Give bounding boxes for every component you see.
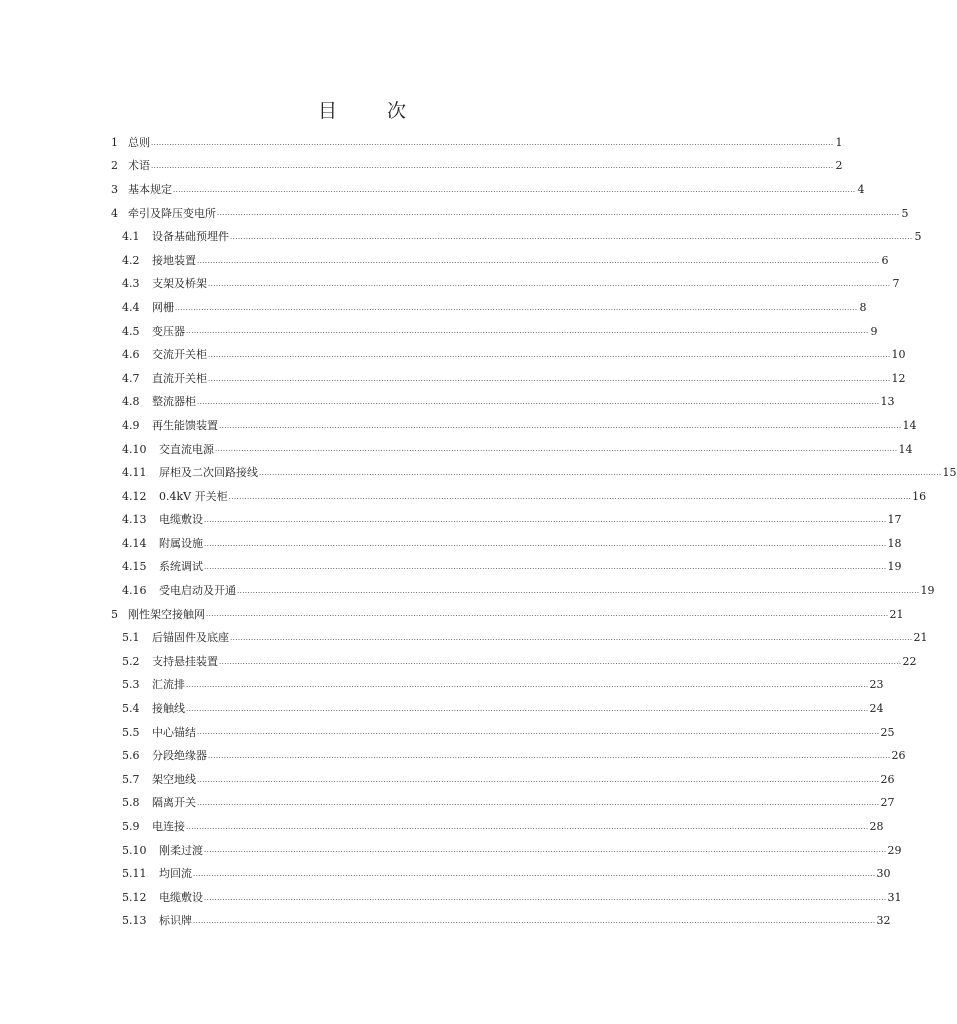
toc-entry-page: 6 bbox=[881, 253, 889, 267]
toc-entry-number: 5.7 bbox=[122, 772, 140, 786]
toc-entry-number: 4.4 bbox=[122, 300, 140, 314]
toc-entry-number: 5.13 bbox=[122, 914, 147, 928]
toc-entry-label: 术语 bbox=[128, 159, 150, 173]
toc-entry-label: 汇流排 bbox=[152, 678, 185, 692]
toc-entry-label: 基本规定 bbox=[128, 182, 172, 196]
toc-leader-dots: .................................................................................................................................................................................................................................................................... bbox=[204, 516, 887, 525]
toc-entry-label: 设备基础预埋件 bbox=[152, 230, 229, 244]
toc-entry[interactable] bbox=[111, 296, 867, 320]
toc-leader-dots: .................................................................................................................................................................................................................................................................... bbox=[259, 468, 942, 477]
toc-entry-label: 再生能馈装置 bbox=[152, 418, 218, 432]
toc-entry-page: 21 bbox=[913, 631, 928, 645]
toc-entry[interactable] bbox=[111, 343, 906, 367]
toc-entry-page: 2 bbox=[835, 159, 843, 173]
toc-leader-dots: .................................................................................................................................................................................................................................................................... bbox=[204, 893, 887, 902]
toc-entry-page: 21 bbox=[889, 607, 904, 621]
toc-entry-number: 5.1 bbox=[122, 631, 140, 645]
toc-entry-page: 10 bbox=[891, 348, 906, 362]
toc-entry-page: 28 bbox=[869, 820, 884, 834]
toc-entry[interactable] bbox=[111, 768, 895, 792]
toc-entry-label: 隔离开关 bbox=[152, 796, 196, 810]
toc-entry-page: 24 bbox=[869, 702, 884, 716]
toc-leader-dots: .................................................................................................................................................................................................................................................................... bbox=[206, 610, 889, 619]
toc-entry-label: 电缆敷设 bbox=[159, 890, 203, 904]
toc-entry-page: 29 bbox=[887, 843, 902, 857]
toc-entry-page: 13 bbox=[880, 395, 895, 409]
toc-entry[interactable] bbox=[111, 202, 909, 226]
toc-entry-number: 4.2 bbox=[122, 253, 140, 267]
toc-entry-number: 5.11 bbox=[122, 867, 147, 881]
toc-entry[interactable] bbox=[111, 886, 902, 910]
toc-entry-label: 后锚固件及底座 bbox=[152, 631, 229, 645]
toc-entry[interactable] bbox=[111, 815, 884, 839]
toc-leader-dots: .................................................................................................................................................................................................................................................................... bbox=[219, 421, 902, 430]
toc-entry-page: 5 bbox=[901, 206, 909, 220]
toc-leader-dots: .................................................................................................................................................................................................................................................................... bbox=[197, 728, 880, 737]
toc-entry[interactable] bbox=[111, 485, 927, 509]
toc-entry-label: 支架及桥架 bbox=[152, 277, 207, 291]
toc-entry-page: 26 bbox=[891, 749, 906, 763]
toc-entry[interactable] bbox=[111, 650, 917, 674]
toc-entry-page: 23 bbox=[869, 678, 884, 692]
toc-entry[interactable] bbox=[111, 155, 843, 179]
toc-entry-page: 7 bbox=[892, 277, 900, 291]
toc-entry-page: 14 bbox=[902, 418, 917, 432]
toc-entry[interactable] bbox=[111, 579, 935, 603]
toc-entry-page: 32 bbox=[876, 914, 891, 928]
toc-entry-number: 5.10 bbox=[122, 843, 147, 857]
toc-entry-label: 电缆敷设 bbox=[159, 513, 203, 527]
toc-entry-label: 受电启动及开通 bbox=[159, 584, 236, 598]
toc-entry-label: 支持悬挂装置 bbox=[152, 654, 218, 668]
toc-entry-number: 4.6 bbox=[122, 348, 140, 362]
toc-entry-label: 刚柔过渡 bbox=[159, 843, 203, 857]
toc-leader-dots: .................................................................................................................................................................................................................................................................... bbox=[186, 327, 869, 336]
toc-entry[interactable] bbox=[111, 792, 895, 816]
toc-entry-page: 17 bbox=[887, 513, 902, 527]
toc-entry-number: 5.4 bbox=[122, 702, 140, 716]
toc-entry-label: 电连接 bbox=[152, 820, 185, 834]
toc-entry-label: 刚性架空接触网 bbox=[128, 607, 205, 621]
toc-entry-page: 19 bbox=[920, 584, 935, 598]
toc-entry-page: 16 bbox=[912, 489, 927, 503]
toc-entry-label: 接地装置 bbox=[152, 253, 196, 267]
toc-entry[interactable] bbox=[111, 910, 891, 934]
toc-leader-dots: .................................................................................................................................................................................................................................................................... bbox=[173, 185, 856, 194]
toc-entry-label: 网栅 bbox=[152, 300, 174, 314]
toc-leader-dots: .................................................................................................................................................................................................................................................................... bbox=[208, 374, 891, 383]
toc-entry-number: 4.11 bbox=[122, 466, 147, 480]
toc-entry-page: 9 bbox=[870, 324, 878, 338]
toc-entry-label: 变压器 bbox=[152, 324, 185, 338]
toc-entry-page: 14 bbox=[898, 442, 913, 456]
toc-entry[interactable] bbox=[111, 603, 904, 627]
toc-entry[interactable] bbox=[111, 249, 889, 273]
toc-entry-label: 中心锚结 bbox=[152, 725, 196, 739]
toc-entry-label: 总则 bbox=[128, 135, 150, 149]
toc-entry-page: 27 bbox=[880, 796, 895, 810]
toc-leader-dots: .................................................................................................................................................................................................................................................................... bbox=[204, 539, 887, 548]
toc-leader-dots: .................................................................................................................................................................................................................................................................... bbox=[175, 303, 858, 312]
toc-entry-number: 5 bbox=[111, 607, 118, 621]
toc-entry[interactable] bbox=[111, 391, 895, 415]
toc-entry-number: 4.13 bbox=[122, 513, 147, 527]
toc-leader-dots: .................................................................................................................................................................................................................................................................... bbox=[228, 492, 912, 501]
toc-leader-dots: .................................................................................................................................................................................................................................................................... bbox=[204, 846, 887, 855]
toc-entry-number: 4.8 bbox=[122, 395, 140, 409]
toc-leader-dots: .................................................................................................................................................................................................................................................................... bbox=[230, 232, 913, 241]
toc-entry-label: 0.4kV 开关柜 bbox=[159, 489, 228, 503]
toc-leader-dots: .................................................................................................................................................................................................................................................................... bbox=[151, 162, 834, 171]
toc-entry-label: 交直流电源 bbox=[159, 442, 214, 456]
toc-entry[interactable] bbox=[111, 744, 906, 768]
toc-entry-page: 15 bbox=[942, 466, 957, 480]
toc-entry-number: 4.14 bbox=[122, 536, 147, 550]
toc-entry-label: 附属设施 bbox=[159, 536, 203, 550]
toc-entry[interactable] bbox=[111, 414, 917, 438]
toc-entry[interactable] bbox=[111, 178, 865, 202]
toc-entry-page: 5 bbox=[914, 230, 922, 244]
toc-entry[interactable] bbox=[111, 626, 928, 650]
toc-entry-number: 5.5 bbox=[122, 725, 140, 739]
toc-entry[interactable] bbox=[111, 131, 843, 155]
toc-entry-label: 直流开关柜 bbox=[152, 371, 207, 385]
toc-entry[interactable] bbox=[111, 556, 902, 580]
toc-entry-number: 5.8 bbox=[122, 796, 140, 810]
toc-entry-label: 接触线 bbox=[152, 702, 185, 716]
toc-leader-dots: .................................................................................................................................................................................................................................................................... bbox=[197, 256, 880, 265]
toc-leader-dots: .................................................................................................................................................................................................................................................................... bbox=[217, 209, 900, 218]
toc-entry-page: 8 bbox=[859, 300, 867, 314]
toc-entry-label: 标识牌 bbox=[159, 914, 192, 928]
toc-entry[interactable] bbox=[111, 225, 922, 249]
toc-entry-number: 5.12 bbox=[122, 890, 147, 904]
toc-entry-page: 22 bbox=[902, 654, 917, 668]
toc-entry[interactable] bbox=[111, 438, 913, 462]
toc-entry-page: 18 bbox=[887, 536, 902, 550]
toc-entry-number: 4.7 bbox=[122, 371, 140, 385]
toc-leader-dots: .................................................................................................................................................................................................................................................................... bbox=[151, 138, 834, 147]
toc-leader-dots: .................................................................................................................................................................................................................................................................... bbox=[197, 799, 880, 808]
toc-leader-dots: .................................................................................................................................................................................................................................................................... bbox=[215, 445, 898, 454]
toc-leader-dots: .................................................................................................................................................................................................................................................................... bbox=[230, 634, 913, 643]
toc-leader-dots: .................................................................................................................................................................................................................................................................... bbox=[197, 398, 880, 407]
toc-leader-dots: .................................................................................................................................................................................................................................................................... bbox=[197, 775, 880, 784]
toc-entry-number: 5.3 bbox=[122, 678, 140, 692]
page-title: 目 次 bbox=[317, 100, 429, 122]
toc-entry-page: 31 bbox=[887, 890, 902, 904]
toc-leader-dots: .................................................................................................................................................................................................................................................................... bbox=[219, 657, 902, 666]
toc-entry-number: 2 bbox=[111, 159, 118, 173]
toc-entry-label: 系统调试 bbox=[159, 560, 203, 574]
toc-entry-number: 5.6 bbox=[122, 749, 140, 763]
toc-entry-number: 3 bbox=[111, 182, 118, 196]
toc-leader-dots: .................................................................................................................................................................................................................................................................... bbox=[186, 681, 869, 690]
toc-entry-page: 1 bbox=[835, 135, 843, 149]
toc-leader-dots: .................................................................................................................................................................................................................................................................... bbox=[208, 280, 891, 289]
toc-entry-page: 25 bbox=[880, 725, 895, 739]
toc-entry[interactable] bbox=[111, 839, 902, 863]
toc-entry[interactable] bbox=[111, 674, 884, 698]
toc-entry-number: 4.16 bbox=[122, 584, 147, 598]
toc-leader-dots: .................................................................................................................................................................................................................................................................... bbox=[208, 350, 891, 359]
toc-entry-page: 4 bbox=[857, 182, 865, 196]
toc-entry-number: 4 bbox=[111, 206, 118, 220]
toc-entry-page: 30 bbox=[876, 867, 891, 881]
toc-entry[interactable] bbox=[111, 509, 902, 533]
toc-entry-label: 牵引及降压变电所 bbox=[128, 206, 216, 220]
toc-entry-number: 4.1 bbox=[122, 230, 140, 244]
toc-entry-page: 19 bbox=[887, 560, 902, 574]
toc-entry-page: 26 bbox=[880, 772, 895, 786]
toc-entry[interactable] bbox=[111, 697, 884, 721]
toc-entry[interactable] bbox=[111, 320, 878, 344]
toc-entry-number: 5.2 bbox=[122, 654, 140, 668]
toc-leader-dots: .................................................................................................................................................................................................................................................................... bbox=[208, 752, 891, 761]
toc-entry[interactable] bbox=[111, 273, 900, 297]
table-of-contents bbox=[111, 131, 957, 933]
toc-leader-dots: .................................................................................................................................................................................................................................................................... bbox=[186, 822, 869, 831]
toc-entry-label: 均回流 bbox=[159, 867, 192, 881]
toc-entry-number: 5.9 bbox=[122, 820, 140, 834]
toc-entry-number: 4.12 bbox=[122, 489, 147, 503]
toc-entry-number: 4.15 bbox=[122, 560, 147, 574]
toc-entry[interactable] bbox=[111, 532, 902, 556]
toc-entry-number: 4.10 bbox=[122, 442, 147, 456]
toc-entry-label: 整流器柜 bbox=[152, 395, 196, 409]
toc-leader-dots: .................................................................................................................................................................................................................................................................... bbox=[204, 563, 887, 572]
toc-entry-number: 1 bbox=[111, 135, 118, 149]
toc-entry-page: 12 bbox=[891, 371, 906, 385]
toc-leader-dots: .................................................................................................................................................................................................................................................................... bbox=[193, 917, 876, 926]
toc-entry-number: 4.5 bbox=[122, 324, 140, 338]
toc-entry[interactable] bbox=[111, 367, 906, 391]
toc-entry-label: 交流开关柜 bbox=[152, 348, 207, 362]
toc-entry[interactable] bbox=[111, 721, 895, 745]
toc-leader-dots: .................................................................................................................................................................................................................................................................... bbox=[237, 586, 920, 595]
toc-entry[interactable] bbox=[111, 461, 957, 485]
toc-entry-number: 4.9 bbox=[122, 418, 140, 432]
toc-leader-dots: .................................................................................................................................................................................................................................................................... bbox=[186, 704, 869, 713]
toc-entry-label: 架空地线 bbox=[152, 772, 196, 786]
toc-entry-number: 4.3 bbox=[122, 277, 140, 291]
toc-entry-label: 分段绝缘器 bbox=[152, 749, 207, 763]
toc-leader-dots: .................................................................................................................................................................................................................................................................... bbox=[193, 870, 876, 878]
toc-entry[interactable] bbox=[111, 862, 891, 886]
toc-entry-label: 屏柜及二次回路接线 bbox=[159, 466, 258, 480]
